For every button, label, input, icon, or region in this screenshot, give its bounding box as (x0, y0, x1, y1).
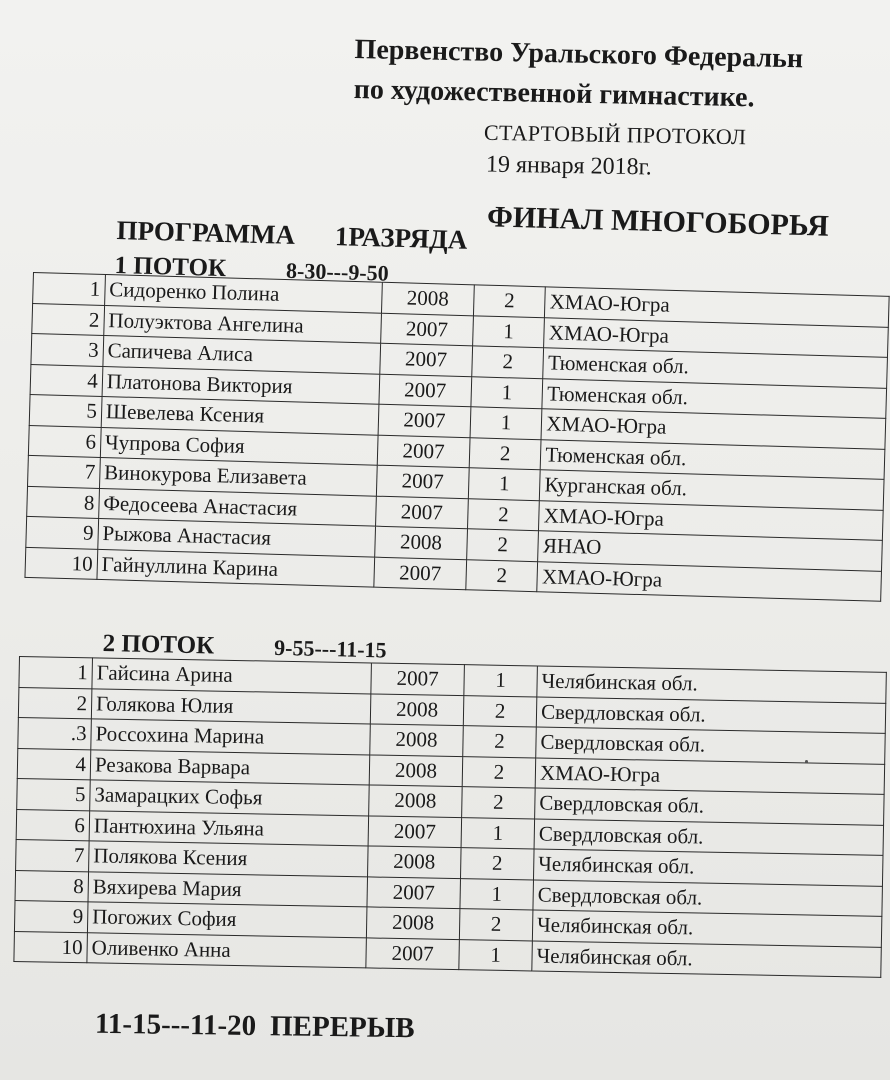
cell-region: Свердловская обл. (534, 818, 884, 855)
cell-num: 4 (17, 748, 91, 780)
cell-year: 2007 (378, 404, 471, 437)
cell-year: 2007 (368, 815, 462, 847)
cell-region: Свердловская обл. (536, 696, 886, 733)
cell-cat: 2 (459, 909, 533, 941)
cell-year: 2007 (374, 557, 467, 590)
cell-year: 2008 (370, 693, 464, 725)
flow-1-label: 1 ПОТОК (114, 252, 227, 283)
cell-cat: 1 (460, 878, 534, 910)
cell-name: Шевелева Ксения (101, 396, 379, 434)
cell-name: Сапичева Алиса (103, 335, 381, 373)
cell-num: 2 (32, 303, 105, 335)
cell-region: Курганская обл. (540, 470, 884, 510)
title-line-2: по художественной гимнастике. (353, 73, 755, 114)
cell-year: 2008 (375, 526, 468, 559)
cell-name: Россохина Марина (91, 719, 371, 755)
cell-name: Гайнуллина Карина (97, 549, 375, 587)
cell-name: Голякова Юлия (91, 688, 371, 724)
cell-cat: 2 (463, 695, 537, 727)
cell-region: ХМАО-Югра (545, 287, 889, 327)
cell-year: 2007 (366, 937, 460, 969)
cell-year: 2008 (370, 724, 464, 756)
cell-cat: 2 (463, 726, 537, 758)
cell-name: Полякова Ксения (89, 841, 369, 877)
cell-cat: 2 (461, 848, 535, 880)
cell-year: 2008 (381, 282, 474, 315)
break-time: 11-15---11-20 (94, 1007, 257, 1043)
cell-name: Платонова Виктория (102, 366, 380, 404)
flow-2-time: 9-55---11-15 (273, 634, 387, 663)
cell-cat: 1 (461, 817, 535, 849)
cell-year: 2007 (381, 313, 474, 346)
cell-name: Чупрова София (100, 427, 378, 465)
cell-year: 2008 (368, 846, 462, 878)
cell-region: ХМАО-Югра (537, 561, 881, 601)
cell-year: 2007 (379, 374, 472, 407)
final-heading: ФИНАЛ МНОГОБОРЬЯ (486, 200, 830, 243)
cell-num: 6 (28, 425, 101, 457)
flow-1-table (24, 272, 889, 602)
flow-2-label: 2 ПОТОК (102, 630, 215, 660)
cell-year: 2007 (376, 496, 469, 529)
cell-num: 7 (28, 455, 101, 487)
cell-name: Федосеева Анастасия (98, 488, 376, 526)
cell-region: ХМАО-Югра (544, 317, 888, 357)
cell-year: 2007 (367, 876, 461, 908)
cell-region: ХМАО-Югра (541, 409, 885, 449)
cell-cat: 1 (472, 315, 544, 347)
cell-num: 1 (19, 657, 93, 689)
cell-year: 2008 (369, 785, 463, 817)
cell-year: 2008 (369, 754, 463, 786)
cell-cat: 2 (473, 285, 545, 317)
cell-num: 5 (17, 778, 91, 810)
cell-year: 2007 (371, 663, 465, 695)
cell-cat: 2 (472, 346, 544, 378)
flow-1-table-body (25, 273, 889, 602)
cell-num: 4 (30, 364, 103, 396)
cell-region: Свердловская обл. (535, 788, 885, 825)
cell-name: Гайсина Арина (92, 658, 372, 694)
cell-region: Челябинская обл. (532, 940, 882, 977)
cell-num: 2 (18, 687, 92, 719)
program-label: ПРОГРАММА (116, 215, 296, 250)
cell-cat: 2 (466, 559, 538, 591)
cell-name: Оливенко Анна (87, 932, 367, 968)
cell-num: 9 (14, 900, 88, 932)
cell-name: Винокурова Елизавета (99, 457, 377, 495)
cell-num: .3 (18, 717, 92, 749)
cell-region: Свердловская обл. (536, 727, 886, 764)
cell-cat: 2 (462, 756, 536, 788)
cell-region: Тюменская обл. (542, 378, 886, 418)
program-rank: 1РАЗРЯДА (334, 221, 468, 255)
cell-name: Замарацких Софья (90, 780, 370, 816)
cell-cat: 1 (464, 665, 538, 697)
cell-region: Тюменская обл. (541, 439, 885, 479)
cell-region: Свердловская обл. (533, 879, 883, 916)
cell-cat: 2 (469, 437, 541, 469)
cell-num: 1 (33, 273, 106, 305)
cell-cat: 2 (462, 787, 536, 819)
cell-year: 2007 (376, 465, 469, 498)
program-heading (116, 215, 468, 256)
cell-region: Челябинская обл. (533, 849, 883, 886)
document-title (353, 30, 803, 119)
cell-region: ХМАО-Югра (535, 757, 885, 794)
cell-cat: 1 (459, 939, 533, 971)
cell-cat: 2 (466, 529, 538, 561)
cell-num: 10 (25, 547, 98, 579)
cell-region: Тюменская обл. (543, 348, 887, 388)
cell-cat: 2 (467, 498, 539, 530)
cell-name: Рыжова Анастасия (98, 518, 376, 556)
cell-num: 3 (31, 333, 104, 365)
break-label: ПЕРЕРЫВ (269, 1010, 415, 1045)
cell-num: 9 (26, 516, 99, 548)
cell-num: 8 (27, 486, 100, 518)
flow-2-table-body (14, 657, 886, 978)
event-date: 19 января 2018г. (485, 151, 652, 181)
cell-name: Полуэктова Ангелина (104, 305, 382, 343)
cell-cat: 1 (471, 376, 543, 408)
cell-region: ХМАО-Югра (539, 500, 883, 540)
cell-cat: 1 (468, 468, 540, 500)
flow-1-time: 8-30---9-50 (285, 257, 390, 286)
cell-name: Погожих София (87, 902, 367, 938)
title-line-1: Первенство Уральского Федеральн (354, 33, 804, 75)
cell-region: Челябинская обл. (537, 666, 887, 703)
cell-num: 7 (16, 839, 90, 871)
cell-num: 10 (14, 931, 88, 963)
cell-year: 2007 (380, 343, 473, 376)
cell-region: Челябинская обл. (532, 910, 882, 947)
flow-2-table (13, 656, 886, 978)
protocol-label: СТАРТОВЫЙ ПРОТОКОЛ (483, 119, 747, 150)
cell-name: Пантюхина Ульяна (89, 810, 369, 846)
cell-year: 2008 (366, 907, 460, 939)
cell-region: ЯНАО (538, 531, 882, 571)
cell-num: 5 (29, 394, 102, 426)
cell-num: 8 (15, 870, 89, 902)
cell-cat: 1 (470, 407, 542, 439)
break-notice (95, 1008, 415, 1045)
cell-num: 6 (16, 809, 90, 841)
cell-name: Сидоренко Полина (104, 275, 382, 313)
cell-name: Вяхирева Мария (88, 871, 368, 907)
cell-name: Резакова Варвара (90, 749, 370, 785)
cell-year: 2007 (377, 435, 470, 468)
ink-dot (805, 760, 808, 763)
